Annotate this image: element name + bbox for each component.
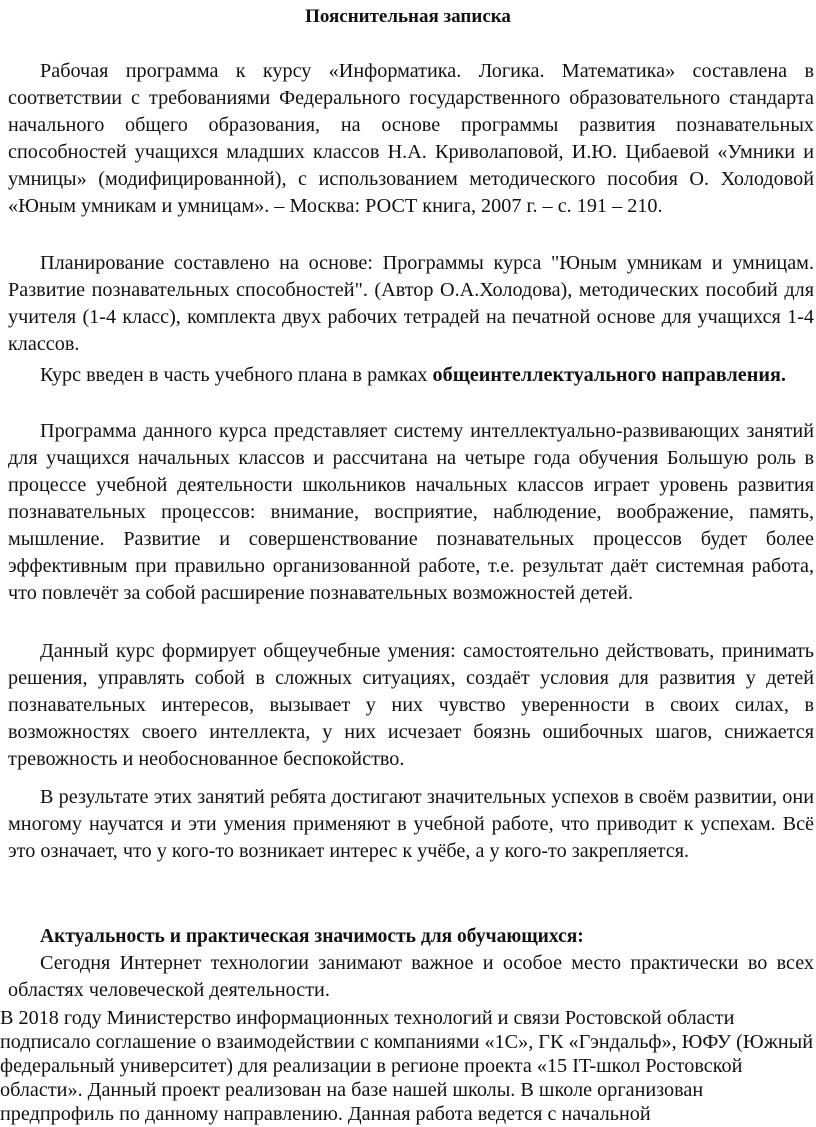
paragraph-text: Рабочая программа к курсу «Информатика. Логика. Математика» составлена в соответствии с требованиями Федерального государственного образовательного стандарта начального общего образования, на основе программы развития познавательных способностей учащихся младших классов Н.А. Криволаповой, И.Ю. Цибаевой «Умники и умницы» (модифицированной), с использованием методического пособия О. Холодовой «Юным умникам и умницам». – Москва: РОСТ книга, 2007 г. – с. 191 – 210. xyxy=(8,60,814,217)
paragraph-text: Данный курс формирует общеучебные умения: самостоятельно действовать, принимать решения, управлять собой в сложных ситуациях, создаёт условия для развития у детей познавательных интересов, вызывает у них чувство уверенности в своих силах, в возможностях своего интеллекта, у них исчезает боязнь ошибочных шагов, снижается тревожность и необоснованное беспокойство. xyxy=(8,640,814,770)
paragraph-results xyxy=(8,784,814,865)
paragraph-it-schools: В 2018 году Министерство информационных технологий и связи Ростовской области подписало соглашение о взаимодействии с компаниями «1С», ГК «Гэндальф», ЮФУ (Южный федеральный университет) для реализации в регионе проекта «15 IT-школ Ростовской области». Данный проект реализован на базе нашей школы. В школе организован предпрофиль по данному направлению. Данная работа ведется с начальной xyxy=(0,1007,814,1125)
paragraph-course-direction xyxy=(8,362,814,389)
paragraph-internet xyxy=(8,950,814,1004)
paragraph-text: Программа данного курса представляет систему интеллектуально-развивающих занятий для учащихся начальных классов и рассчитана на четыре года обучения Большую роль в процессе учебной деятельности школьников начальных классов играет уровень развития познавательных процессов: внимание, восприятие, наблюдение, воображение, память, мышление. Развитие и совершенствование познавательных процессов будет более эффективным при правильно организованной работе, т.е. результат даёт системная работа, что повлечёт за собой расширение познавательных возможностей детей. xyxy=(8,420,814,604)
paragraph-program-description xyxy=(8,418,814,607)
paragraph-text: Сегодня Интернет технологии занимают важное и особое место практически во всех областях человеческой деятельности. xyxy=(8,952,814,1001)
bold-direction: общеинтеллектуального направления. xyxy=(432,364,786,386)
paragraph-text: Курс введен в часть учебного плана в рамках xyxy=(40,364,433,386)
paragraph-skills xyxy=(8,638,814,773)
paragraph-text: В результате этих занятий ребята достигают значительных успехов в своём развитии, они многому научатся и эти умения применяют в учебной работе, что приводит к успехам. Всё это означает, что у кого-то возникает интерес к учёбе, а у кого-то закрепляется. xyxy=(8,786,814,862)
paragraph-program-basis xyxy=(8,58,814,220)
document-title: Пояснительная записка xyxy=(305,6,511,27)
paragraph-text: Планирование составлено на основе: Программы курса "Юным умникам и умницам. Развитие познавательных способностей". (Автор О.А.Холодова), методических пособий для учителя (1-4 класс), комплекта двух рабочих тетрадей на печатной основе для учащихся 1-4 классов. xyxy=(8,252,814,355)
paragraph-planning xyxy=(8,250,814,358)
section-heading-relevance: Актуальность и практическая значимость для обучающихся: xyxy=(40,926,584,947)
